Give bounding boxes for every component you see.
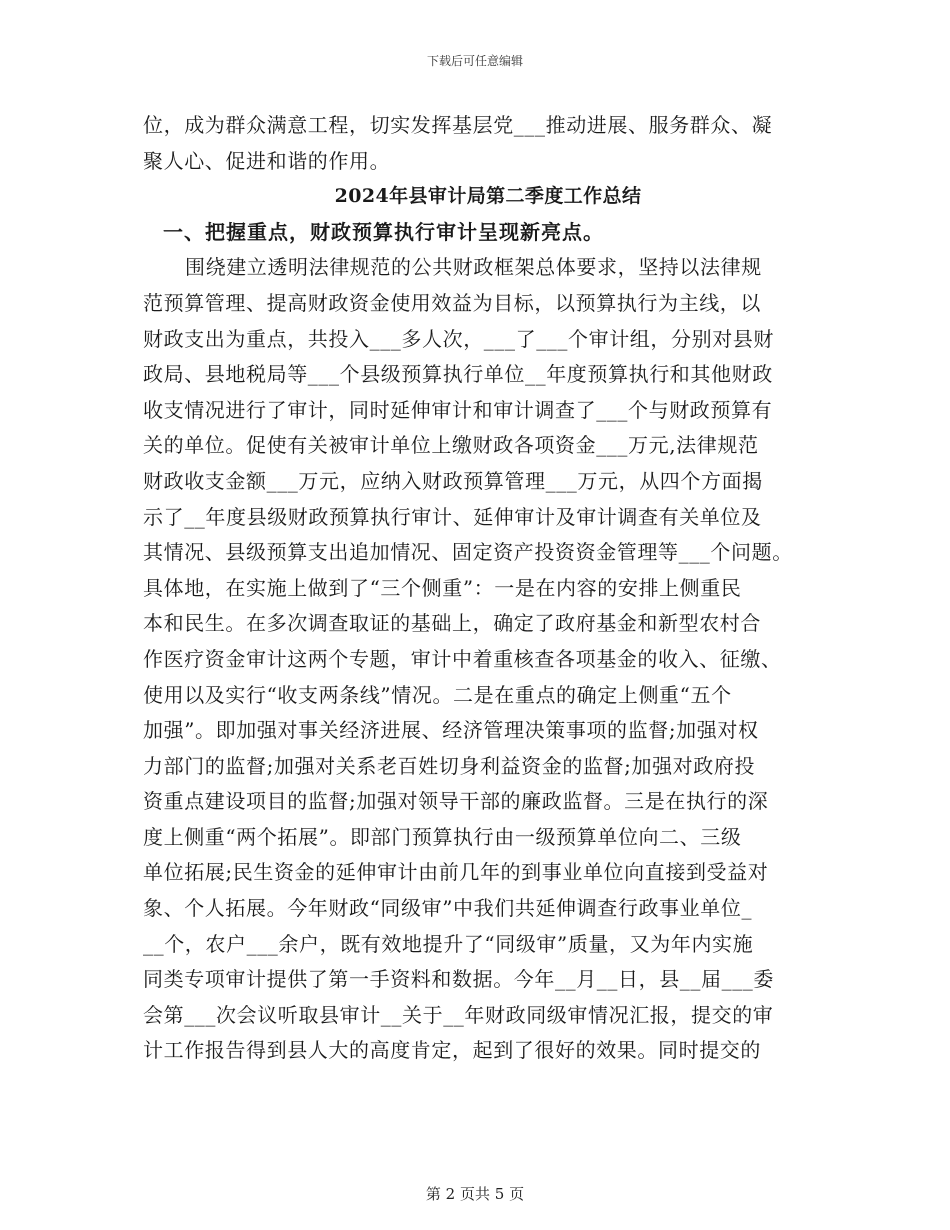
body-line: 收支情况进行了审计，同时延伸审计和审计调查了___个与财政预算有 <box>143 397 773 422</box>
body-line: 范预算管理、提高财政资金使用效益为目标，以预算执行为主线，以 <box>143 290 761 315</box>
paragraph-first-line: 围绕建立透明法律规范的公共财政框架总体要求，坚持以法律规 <box>185 255 762 280</box>
body-line: 同类专项审计提供了第一手资料和数据。今年__月__日，县__届___委 <box>143 967 774 992</box>
body-line: 示了__年度县级财政预算执行审计、延伸审计及审计调查有关单位及 <box>143 504 762 529</box>
section-heading: 一、把握重点，财政预算执行审计呈现新亮点。 <box>163 219 604 244</box>
page-header: 下载后可任意编辑 <box>426 54 523 68</box>
document-title: 2024年县审计局第二季度工作总结 <box>334 185 642 208</box>
body-line: 度上侧重“两个拓展”。即部门预算执行由一级预算单位向二、三级 <box>143 824 742 849</box>
body-line: 政局、县地税局等___个县级预算执行单位__年度预算执行和其他财政 <box>143 362 773 387</box>
body-line: 聚人心、促进和谐的作用。 <box>143 148 391 173</box>
body-line: 加强”。即加强对事关经济进展、经济管理决策事项的监督;加强对权 <box>143 718 759 743</box>
document-body <box>143 108 803 1069</box>
body-line: 位，成为群众满意工程，切实发挥基层党___推动进展、服务群众、凝 <box>143 113 773 137</box>
body-line: 单位拓展;民生资金的延伸审计由前几年的到事业单位向直接到受益对 <box>143 860 769 885</box>
body-line: 力部门的监督;加强对关系老百姓切身利益资金的监督;加强对政府投 <box>143 753 756 778</box>
body-line: 本和民生。在多次调查取证的基础上，确定了政府基金和新型农村合 <box>143 611 761 636</box>
body-line: 资重点建设项目的监督;加强对领导干部的廉政监督。三是在执行的深 <box>143 789 769 814</box>
body-line: 其情况、县级预算支出追加情况、固定资产投资资金管理等___个问题。 <box>143 540 793 565</box>
body-line: 会第___次会议听取县审计__关于__年财政同级审情况汇报，提交的审 <box>143 1002 774 1027</box>
body-line: __个，农户___余户，既有效地提升了“同级审”质量，又为年内实施 <box>143 931 754 956</box>
body-line: 财政支出为重点，共投入___多人次，___了___个审计组，分别对县财 <box>143 326 774 351</box>
body-line: 关的单位。促使有关被审计单位上缴财政各项资金___万元,法律规范 <box>143 433 759 458</box>
body-line: 象、个人拓展。今年财政“同级审”中我们共延伸调查行政事业单位_ <box>143 896 753 921</box>
body-line: 使用以及实行“收支两条线”情况。二是在重点的确定上侧重“五个 <box>143 682 732 707</box>
body-line: 计工作报告得到县人大的高度肯定，起到了很好的效果。同时提交的 <box>143 1038 761 1063</box>
body-line: 财政收支金额___万元，应纳入财政预算管理___万元，从四个方面揭 <box>143 468 763 493</box>
body-line: 作医疗资金审计这两个专题，审计中着重核查各项基金的收入、征缴、 <box>143 646 782 671</box>
page-footer: 第 2 页共 5 页 <box>425 1185 525 1203</box>
body-line: 具体地，在实施上做到了“三个侧重”：一是在内容的安排上侧重民 <box>143 575 742 600</box>
